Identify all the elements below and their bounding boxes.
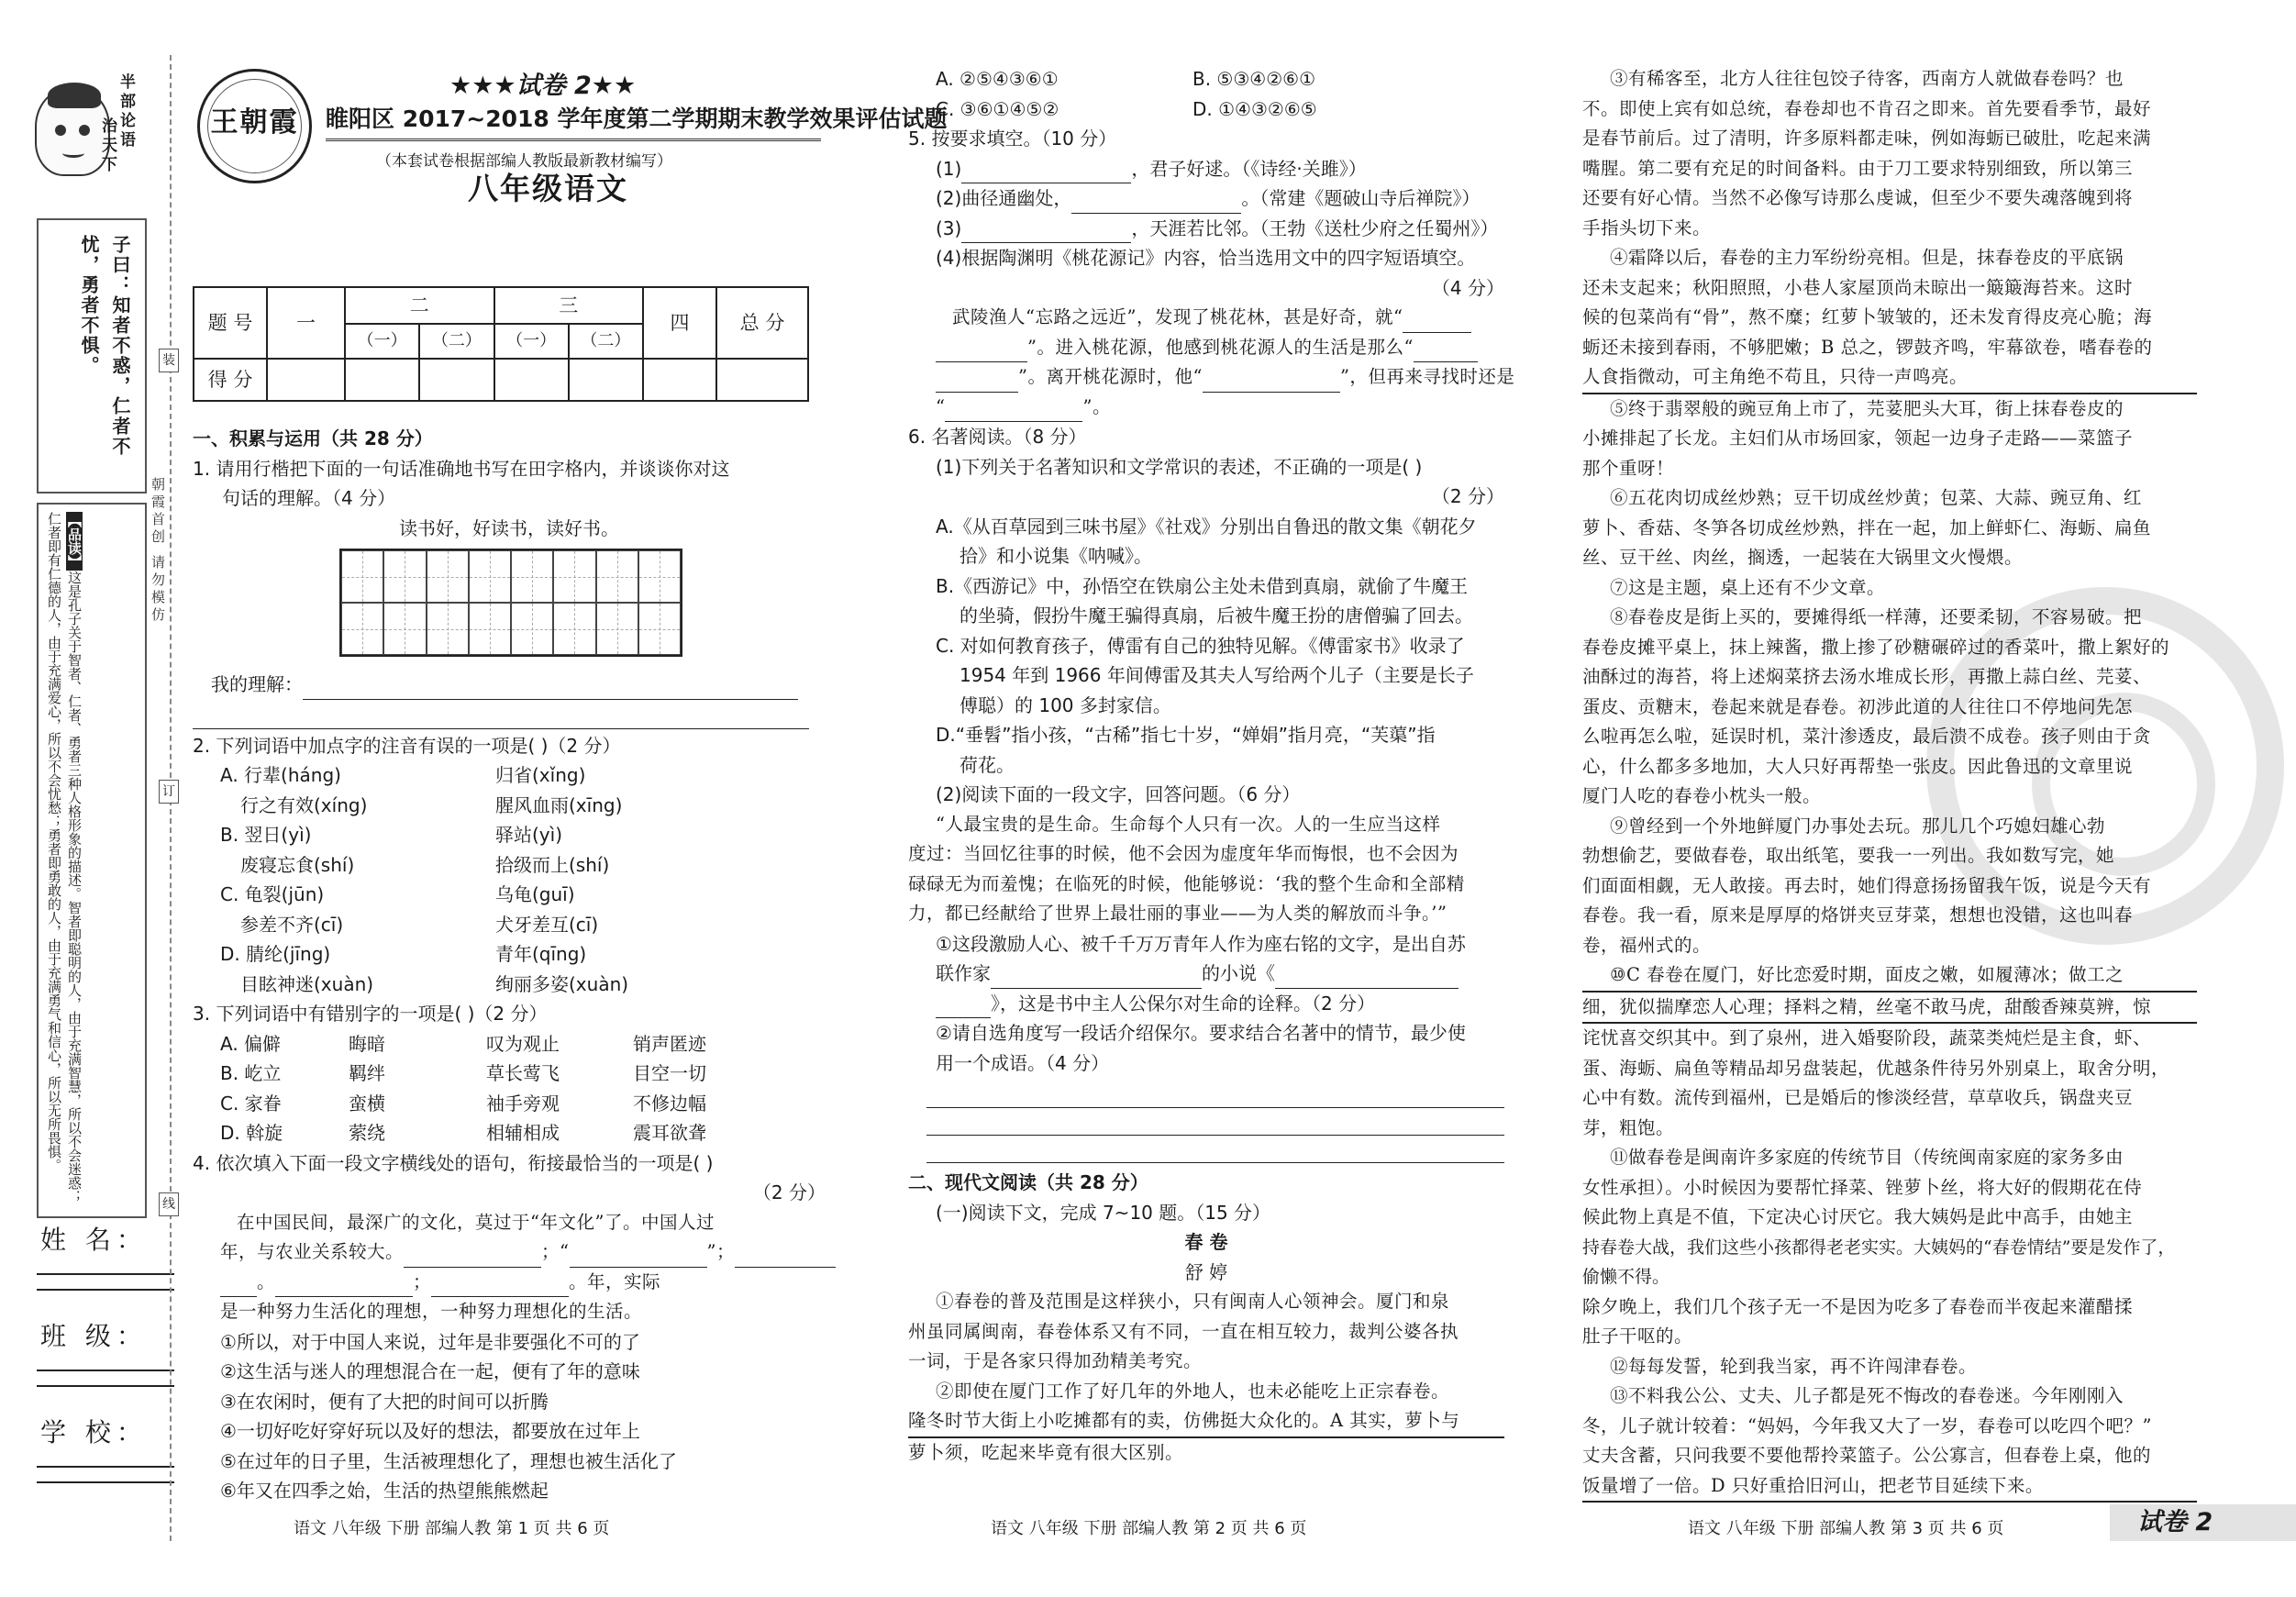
article-p6-l2: 萝卜、香菇、冬笋各切成丝炒熟，拌在一起，加上鲜虾仁、海蛎、扁鱼 [1582, 516, 2152, 538]
article-title: 春 卷 [1184, 1231, 1228, 1253]
q4-blank-6[interactable] [431, 1275, 569, 1297]
article-p3-l4: 嘴腥。第二要有充足的时间备料。由于刀工要求特别细致，所以第三 [1582, 157, 2134, 179]
q2-opt-b1: B. 翌日(yì) [220, 824, 312, 846]
article-p10-l1: ⑩C 春卷在厦门，好比恋爱时期，面皮之嫩，如履薄冰；做工之 [1582, 960, 2197, 993]
score-cell[interactable] [494, 359, 569, 401]
q2-opt-b3: 废寝忘食(shí) [240, 853, 355, 876]
subject-title: 八年级语文 [468, 171, 628, 206]
reading-1-stem: (一)阅读下文，完成 7~10 题。（15 分） [936, 1201, 1271, 1224]
q2-opt-a2: 归省(xǐng) [495, 764, 586, 786]
q5-4-stem: (4)根据陶渊明《桃花源记》内容，恰当选用文中的四字短语填空。 [936, 247, 1476, 269]
quote-box [37, 218, 147, 494]
article-p13-l4: 饭量增了一倍。D 只好重拾旧河山，把老节目延续下来。 [1582, 1471, 2197, 1503]
q3-c1: C. 家眷 [220, 1092, 282, 1115]
article-p5-l2: 小摊排起了长龙。主妇们从市场回家，领起一边身子走路——菜篮子 [1582, 427, 2134, 449]
q2-opt-c2: 乌龟(guī) [495, 883, 575, 905]
q3-a3: 叹为观止 [486, 1032, 560, 1055]
q6-1-b2: 的坐骑，假扮牛魔王骗得真扇，后被牛魔王扮的唐僧骗了回去。 [959, 604, 1473, 627]
q3-options [193, 1029, 826, 1148]
score-col-1: 一 [267, 287, 345, 359]
score-cell[interactable] [569, 359, 643, 401]
q2-options [193, 760, 826, 999]
q4-blank-1[interactable] [404, 1246, 541, 1268]
article-p12: ⑫每每发誓，轮到我当家，再不许闯津春卷。 [1610, 1355, 1978, 1377]
exam-header [193, 64, 948, 275]
q4-opt-c: C. ③⑥①④⑤② [936, 97, 1059, 120]
article-author: 舒 婷 [1184, 1260, 1228, 1283]
q6-1-c3: 傅聪）的 100 多封家信。 [959, 693, 1171, 716]
q6-1-c2: 1954 年到 1966 年间傅雷及其夫人写给两个儿子（主要是长子 [959, 664, 1474, 686]
article-p6-l1: ⑥五花肉切成丝炒熟；豆干切成丝炒黄；包菜、大蒜、豌豆角、红 [1610, 487, 2143, 508]
article-p3-l1: ③有稀客至，北方人往往包饺子待客，西南方人就做春卷吗？也 [1610, 68, 2124, 89]
q5-4-score: （4 分） [1431, 276, 1504, 299]
q4-blank-3[interactable] [735, 1246, 836, 1268]
q3-stem: 3. 下列词语中有错别字的一项是( )（2 分） [193, 1003, 548, 1025]
article-p8-l4: 蛋皮、贡糖末，卷起来就是春卷。初涉此道的人往往口不停地问先怎 [1582, 695, 2134, 717]
footer-page-2: 语文 八年级 下册 部编人教 第 2 页 共 6 页 [991, 1519, 1307, 1538]
article-p3-l3: 是春节前后。过了清明，许多原料都走味，例如海蛎已破肚，吃起来满 [1582, 128, 2152, 149]
q1-line1: 1. 请用行楷把下面的一句话准确地书写在田字格内，并谈谈你对这 [193, 457, 730, 480]
article-p11-l2: 女性承担）。小时候因为要帮忙择菜、锉萝卜丝，将大好的假期花在侍 [1582, 1176, 2143, 1198]
class-field[interactable] [37, 1307, 174, 1371]
article-p6-l3: 丝、豆干丝、肉丝，搁透，一起装在大锅里文火慢煨。 [1582, 547, 2024, 568]
q3-d1: D. 斡旋 [220, 1122, 283, 1144]
score-cell[interactable] [267, 359, 345, 401]
q6-1-a2: 拾》和小说集《呐喊》。 [959, 545, 1152, 567]
q2-opt-b2: 驿站(yì) [495, 824, 562, 846]
q4-passage-2: 年，与农业关系较大。 [220, 1241, 405, 1262]
article-p4-l2: 还未支起来；秋阳照照，小巷人家屋顶尚未晾出一簸簸海苔来。这时 [1582, 276, 2134, 298]
article-p2-l2: 隆冬时节大街上小吃摊都有的卖，仿佛挺大众化的。A 其实，萝卜与 [908, 1406, 1504, 1438]
q5-4-blank-2[interactable] [1414, 340, 1478, 362]
q5-3-label: (3) [936, 216, 962, 239]
q6-2-part2: ②请自选角度写一段话介绍保尔。要求结合名著中的情节，最少使 [936, 1022, 1466, 1044]
q2-opt-c3: 参差不齐(cī) [240, 913, 344, 936]
school-field[interactable] [37, 1403, 174, 1468]
article-p4-l3: 候的包菜尚有“骨”，熬不糜；红萝卜皱皱的，还未发育得皮亮心脆；海 [1582, 306, 2152, 327]
q5-1-label: (1) [936, 157, 962, 180]
score-cell[interactable] [643, 359, 716, 401]
q6-1-b1: B.《西游记》中，孙悟空在铁扇公主处未借到真扇，就偷了牛魔王 [936, 574, 1469, 597]
binding-mark-ding: 订 [159, 780, 179, 804]
q1-line2: 句话的理解。（4 分） [222, 487, 396, 509]
article-p8-l7: 厦门人吃的春卷小枕头一般。 [1582, 785, 1822, 806]
exam-note: （本套试卷根据部编人教版最新教材编写） [376, 152, 672, 171]
q6-1-d1: D.“垂髫”指小孩，“古稀”指七十岁，“婵娟”指月亮，“芙蕖”指 [936, 724, 1436, 746]
binding-mark-xian: 线 [159, 1192, 179, 1216]
q3-b4: 目空一切 [633, 1062, 706, 1084]
page-column-3 [1582, 64, 2197, 1503]
q4-answer-options [908, 64, 1504, 124]
article-p10-l3: 诧忧喜交织其中。到了泉州，进入婚娶阶段，蔬菜类炖烂是主食，虾、 [1582, 1027, 2152, 1048]
q4-stem: 4. 依次填入下面一段文字横线处的语句，衔接最恰当的一项是( ) [193, 1151, 714, 1174]
article-p1-l1: ①春卷的普及范围是这样狭小，只有闽南人心领神会。厦门和泉 [936, 1291, 1450, 1312]
q2-opt-d3: 目眩神迷(xuàn) [240, 972, 374, 995]
exam-tag: 试卷 2 [2110, 1504, 2296, 1541]
score-sub-3a: （一） [494, 324, 569, 359]
q6-2-quote-1: “人最宝贵的是生命。生命每个人只有一次。人的一生应当这样 [936, 813, 1441, 835]
score-row-label: 得 分 [194, 359, 267, 401]
q4-item-6: ⑥年又在四季之始，生活的热望熊熊燃起 [220, 1480, 549, 1502]
q5-2-source: 。（常建《题破山寺后禅院》） [1241, 187, 1481, 209]
article-p10-l4: 蛋、海蛎、扁鱼等精品却另盘装起，优越条件待另外别桌上，取舍分明， [1582, 1057, 2170, 1079]
article-p2-l1: ②即使在厦门工作了好几年的外地人，也未必能吃上正宗春卷。 [936, 1380, 1450, 1402]
footer-page-1: 语文 八年级 下册 部编人教 第 1 页 共 6 页 [294, 1519, 610, 1538]
score-col-2: 二 [345, 287, 494, 324]
score-col-total: 总 分 [716, 287, 808, 359]
q4-passage-3: 。年，实际 [569, 1270, 661, 1292]
q6-2-author-blank[interactable] [991, 967, 1202, 989]
q6-2-part1: ①这段激励人心、被千千万万青年人作为座右铭的文字，是出自苏 [936, 932, 1466, 955]
comment-text [44, 512, 84, 1209]
article-p8-l3: 油酥过的海苔，将上述焖菜挤去汤水堆成长形，再撒上蒜白丝、芫荽、 [1582, 666, 2152, 687]
q5-1-text: ，君子好逑。（《诗经·关雎》） [1131, 157, 1367, 180]
q4-blank-4[interactable] [220, 1275, 257, 1297]
q5-4-blank-1b[interactable] [936, 340, 1027, 362]
score-sub-2a: （一） [345, 324, 419, 359]
article-p13-l1: ⑬不料我公公、丈夫、儿子都是死不悔改的春卷迷。今年刚刚入 [1610, 1385, 2124, 1406]
score-cell[interactable] [419, 359, 494, 401]
q6-2-novel-label: 的小说《 [1202, 962, 1275, 984]
q4-passage-4: 是一种努力生活化的理想，一种努力理想化的生活。 [220, 1301, 643, 1322]
q6-2-author-label: 联作家 [936, 962, 991, 984]
q5-3-blank[interactable] [961, 221, 1131, 243]
q6-2-answer-line-2[interactable] [926, 1114, 1504, 1136]
q3-c3: 袖手旁观 [486, 1092, 560, 1115]
q2-opt-a3: 行之有效(xíng) [240, 793, 368, 816]
q5-3-text: ，天涯若比邻。（王勃《送杜少府之任蜀州》） [1131, 216, 1499, 239]
q2-opt-c4: 犬牙差互(cī) [495, 913, 599, 936]
school-line [37, 1481, 174, 1483]
article-p2-l3: 萝卜须，吃起来毕竟有很大区别。 [908, 1441, 1184, 1463]
article-p10-l5: 心中有数。流传到福州，已是婚后的惨淡经营，草草收兵，锅盘夹豆 [1582, 1087, 2134, 1108]
article-p8-l1: ⑧春卷皮是街上买的，要摊得纸一样薄，还要柔韧，不容易破。把 [1610, 606, 2143, 627]
q2-opt-a4: 腥风血雨(xīng) [495, 793, 623, 816]
article-p4-l4: 蛎还未接到春雨，不够肥嫩；B 总之，锣鼓齐鸣，牢幕欲卷，嗜春卷的 [1582, 336, 2153, 358]
q3-b1: B. 屹立 [220, 1062, 282, 1084]
score-cell[interactable] [716, 359, 808, 401]
q1-understanding-label: 我的理解： [211, 673, 303, 695]
article-p11-l6: 肚子干呕的。 [1582, 1325, 1693, 1347]
q4-item-2: ②这生活与迷人的理想混合在一起，便有了年的意味 [220, 1360, 640, 1382]
exam-title: 睢阳区 2017~2018 学年度第二学期期末教学效果评估试题 [326, 105, 821, 141]
q6-1-a1: A.《从百草园到三味书屋》《社戏》分别出自鲁迅的散文集《朝花夕 [936, 515, 1477, 538]
q4-score: （2 分） [752, 1181, 826, 1203]
binding-mark-zhuang: 装 [159, 349, 179, 372]
article-p8-l5: 么啦再怎么啦，延误时机，菜汁渗透皮，最后溃不成卷。孩子则由于贪 [1582, 726, 2152, 747]
article-p9-l4: 春卷。我一看，原来是厚厚的烙饼夹豆芽菜，想想也没错，这也叫春 [1582, 904, 2134, 926]
school-label: 学 校： [40, 1417, 148, 1447]
motto-a: 半部论语 [116, 73, 135, 150]
quote-line1: 子曰：知者不惑，仁者不 [109, 235, 131, 457]
q3-a2: 晦暗 [349, 1032, 385, 1055]
q6-2-stem: (2)阅读下面的一段文字，回答问题。（6 分） [936, 783, 1301, 805]
class-line [37, 1385, 174, 1387]
q3-d2: 萦绕 [349, 1122, 385, 1144]
q5-4-blank-4[interactable] [945, 400, 1082, 422]
q4-item-5: ⑤在过年的日子里，生活被理想化了，理想也被生活化了 [220, 1449, 677, 1472]
article-p8-l6: 心，什么都多多地加，大人只好再帮垫一张皮。因此鲁迅的文章里说 [1582, 755, 2134, 777]
tianzige-grid[interactable] [339, 549, 682, 657]
q2-opt-b4: 拾级而上(shí) [495, 853, 610, 876]
q5-4-blank-3[interactable] [1203, 371, 1340, 393]
q1-sentence: 读书好，好读书，读好书。 [399, 516, 619, 539]
q5-2-blank[interactable] [1071, 192, 1241, 214]
q3-d4: 震耳欲聋 [633, 1122, 706, 1144]
q5-4-quote-close: ”。 [1082, 395, 1111, 417]
article-p1-l3: 一词，于是各家只得加劲精美考究。 [908, 1350, 1203, 1371]
exam-juan-title: ★★★试卷 2★★ [449, 72, 637, 100]
name-label: 姓 名： [40, 1225, 148, 1255]
q4-item-4: ④一切好吃好穿好玩以及好的想法，都要放在过年上 [220, 1420, 640, 1442]
q3-b2: 羁绊 [349, 1062, 385, 1084]
q5-stem: 5. 按要求填空。（10 分） [908, 128, 1117, 150]
article-p4-l5: 人食指微动，可主角绝不苟且，只待一声鸣亮。 [1582, 362, 2197, 394]
q3-d3: 相辅相成 [486, 1122, 560, 1144]
article-p9-l1: ⑨曾经到一个外地鲜厦门办事处去玩。那儿几个巧媳妇雄心勃 [1610, 815, 2106, 837]
q5-4-passage-4: ”，但再来寻找时还是 [1339, 366, 1515, 387]
score-table [193, 286, 809, 402]
q2-opt-d1: D. 腈纶(jīng) [220, 943, 331, 965]
quote-line2: 忧，勇者不惧。 [78, 235, 100, 376]
q4-opt-b: B. ⑤③④②⑥① [1192, 68, 1316, 90]
q5-2-text: (2)曲径通幽处， [936, 187, 1072, 209]
article-p3-l2: 不。即使上宾有如总统，春卷却也不肯召之即来。首先要看季节，最好 [1582, 97, 2152, 119]
score-col-3: 三 [494, 287, 644, 324]
article-p5-l3: 那个重呀！ [1582, 457, 1675, 479]
class-label: 班 级： [40, 1321, 148, 1351]
q5-1-blank[interactable] [961, 161, 1131, 183]
q3-a1: A. 偏僻 [220, 1032, 282, 1055]
q4-blank-2[interactable] [570, 1246, 707, 1268]
article-p13-l2: 冬，儿子就计较着：“妈妈，今年我又大了一岁，春卷可以吃四个吧？” [1582, 1414, 2152, 1436]
q6-2-quote-2: 度过：当回忆往事的时候，他不会因为虚度年华而悔恨，也不会因为 [908, 843, 1459, 864]
q2-opt-c1: C. 龟裂(jūn) [220, 883, 325, 905]
section-1-title: 一、积累与运用（共 28 分） [193, 427, 433, 449]
page-column-2 [908, 64, 1515, 1468]
comment-body: 这是孔子关于智者、仁者、勇者三种人格形象的描述。智者即聪明的人，由于充满智慧，所以不会迷惑；仁者即有仁德的人，由于充满爱心，所以不会忧愁；勇者即勇敢的人，由于充满勇气和信心，所以无所畏惧。 [46, 512, 83, 1203]
name-line [37, 1289, 174, 1291]
name-field[interactable] [37, 1211, 174, 1275]
q3-b3: 草长莺飞 [486, 1062, 560, 1084]
q2-opt-a1: A. 行辈(háng) [220, 764, 341, 786]
brand-name: 王朝霞 [210, 106, 299, 139]
article-p10-l2: 细，犹似揣摩恋人心理；择料之精，丝毫不敢马虎，甜酸香辣莫辨，惊 [1582, 993, 2197, 1025]
q2-stem: 2. 下列词语中加点字的注音有误的一项是( )（2 分） [193, 734, 621, 757]
article-p9-l3: 们面面相觑，无人敢接。再去时，她们得意扬扬留我午饭，说是今天有 [1582, 874, 2152, 896]
brand-badge [197, 69, 312, 183]
q2-opt-d2: 青年(qīng) [495, 943, 587, 965]
q6-1-score: （2 分） [1431, 485, 1504, 507]
q6-2-novel-blank[interactable] [1275, 967, 1459, 989]
q5-4-blank-2b[interactable] [936, 371, 1018, 393]
q3-c2: 蛮横 [349, 1092, 385, 1115]
article-p1-l2: 州虽同属闽南，春卷体系又有不同，一直在相互较力，裁判公婆各执 [908, 1320, 1459, 1342]
q5-4-quote-open: “ [936, 395, 946, 417]
score-header-label: 题 号 [194, 287, 267, 359]
q1-answer-line[interactable] [303, 678, 798, 700]
article-p9-l2: 勃想偷艺，要做春卷，取出纸笔，要我一一列出。我如数写完，她 [1582, 845, 2115, 866]
q5-4-passage-1: 武陵渔人“忘路之远近”，发现了桃花林，甚是好奇，就“ [952, 306, 1403, 327]
q4-passage-1: 在中国民间，最深广的文化，莫过于“年文化”了。中国人过 [237, 1211, 715, 1233]
q5-4-blank-1[interactable] [1403, 311, 1471, 333]
page-column-1: 王朝霞 ★★★试卷 2★★ 睢阳区 2017~2018 学年度第二学期期末教学效果评估试题 （本套试卷根据部编人教版最新教材编写） 八年级语文 题 号 一 二 三 四 总 分 （一） （二） （一） （二） 得 分 一、积累与运用（共 28 分） 1. 请用行楷把下面的一句话准确地书写在田字格内，并谈谈你对这 句话的理解。（4 分） 读书好，好读书，读好书。 我的理解： 2. 下列词语中加点字的注音有误的一项是( )（2 分） A. 行辈(háng) 归省(xǐng) 行之有效(xíng) 腥风血雨(xīng) B. 翌日(yì) 驿站(yì) 废寝忘食(shí) 拾级而上(shí) C. 龟裂(jūn) 乌龟(guī) 参差不齐(cī) 犬牙差互(cī) D. 腈纶(jīng) 青年(qīng) 目眩神迷(xuàn) 绚丽多姿(xuàn) 3. 下列词语中有错别字的一项是( )（2 分） A. 偏僻 晦暗 叹为观止 销声匿迹 B. 屹立 羁绊 草长莺飞 目空一切 C. 家眷 蛮横 袖手旁观 不修边幅 D. 斡旋 萦绕 相辅相成 震耳欲聋 4. 依次填入下面一段文字横线处的语句，衔接最恰当的一项是( ) （2 分） 在中国民间，最深广的文化，莫过于“年文化”了。中国人过 年，与农业关系较大。 ；“ ”； 。 ； 。年，实际 是一种努力生活化的理想，一种努力理想化的生活。 ①所以，对于中国人来说，过年是非要强化不可的了 ②这生活与迷人的理想混合在一起，便有了年的意味 ③在农闲时，便有了大把的时间可以折腾 ④一切好吃好穿好玩以及好的想法，都要放在过年上 ⑤在过年的日子里，生活被理想化了，理想也被生活化了 ⑥年又在四季之始，生活的热望熊熊燃起 [193, 64, 826, 275]
q6-1-stem: (1)下列关于名著知识和文学常识的表述，不正确的一项是( ) [936, 455, 1423, 478]
article-p11-l5: 除夕晚上，我们几个孩子无一不是因为吃多了春卷而半夜起来灌醋揉 [1582, 1295, 2134, 1317]
motto-b: 治天下 [98, 117, 116, 175]
article-p8-l2: 春卷皮摊平桌上，抹上辣酱，撒上掺了砂糖碾碎过的香菜叶，撒上絮好的 [1582, 636, 2170, 658]
comment-label: 【品读】 [66, 514, 83, 569]
q4-item-1: ①所以，对于中国人来说，过年是非要强化不可的了 [220, 1330, 640, 1353]
q6-1-d2: 荷花。 [959, 753, 1015, 776]
article-p13-l3: 丈夫含蓄，只问我要不要他帮拎菜篮子。公公寡言，但春卷上桌，他的 [1582, 1445, 2152, 1466]
article-p7: ⑦这是主题，桌上还有不少文章。 [1610, 576, 1886, 598]
q5-4-passage-3: ”。离开桃花源时，他“ [1018, 366, 1203, 387]
q4-opt-d: D. ①④③②⑥⑤ [1192, 97, 1317, 120]
confucius-logo [26, 72, 163, 209]
q6-2-novel-blank-2[interactable] [936, 996, 991, 1018]
q4-item-3: ③在农闲时，便有了大把的时间可以折腾 [220, 1390, 549, 1413]
q6-2-quote-4: 力，都已经献给了世界上最壮丽的事业——为人类的解放而斗争。’” [908, 903, 1447, 924]
score-cell[interactable] [345, 359, 419, 401]
score-sub-3b: （二） [569, 324, 643, 359]
footer-page-3: 语文 八年级 下册 部编人教 第 3 页 共 6 页 [1688, 1519, 2004, 1538]
q6-2-part1-end: 》，这是书中主人公保尔对生命的诠释。（2 分） [991, 992, 1376, 1015]
article-p11-l3: 候此物上真是不值，下定决心讨厌它。我大姨妈是此中高手，由她主 [1582, 1206, 2134, 1227]
q6-2-answer-line-3[interactable] [926, 1141, 1504, 1163]
q6-stem: 6. 名著阅读。（8 分） [908, 426, 1087, 448]
article-p3-l6: 手指头切下来。 [1582, 216, 1712, 238]
q1-answer-line-2[interactable] [193, 707, 809, 729]
q3-c4: 不修边幅 [633, 1092, 706, 1115]
article-p11-l4: 持春卷大战，我们这些小孩都得老老实实。大姨妈的“春卷情结”要是发作了，偷懒不得。 [1582, 1237, 2176, 1287]
score-sub-2b: （二） [419, 324, 494, 359]
q3-a4: 销声匿迹 [633, 1032, 706, 1055]
q5-4-passage-2: ”。进入桃花源，他感到桃花源人的生活是那么“ [1027, 336, 1414, 358]
left-sidebar [18, 64, 161, 1550]
article-p5-l1: ⑤终于翡翠般的豌豆角上市了，芫荽肥头大耳，街上抹春卷皮的 [1610, 397, 2124, 419]
q4-opt-a: A. ②⑤④③⑥① [936, 68, 1059, 90]
q6-2-answer-line-1[interactable] [926, 1086, 1504, 1108]
comment-box [37, 503, 147, 1218]
section-2-title: 二、现代文阅读（共 28 分） [908, 1171, 1148, 1193]
article-p10-l6: 芽，粗饱。 [1582, 1116, 1675, 1138]
article-p11-l1: ⑪做春卷是闽南许多家庭的传统节目（传统闽南家庭的家务多由 [1610, 1147, 2124, 1168]
q6-2-part2b: 用一个成语。（4 分） [936, 1051, 1110, 1074]
article-p4-l1: ④霜降以后，春卷的主力军纷纷亮相。但是，抹春卷皮的平底锅 [1610, 247, 2124, 268]
q4-blank-5[interactable] [275, 1275, 413, 1297]
score-col-4: 四 [643, 287, 716, 359]
article-p3-l5: 还要有好心情。当然不必像写诗那么虔诚，但至少不要失魂落魄到将 [1582, 187, 2134, 208]
q6-2-quote-3: 碌碌无为而羞愧；在临死的时候，他能够说：‘我的整个生命和全部精 [908, 872, 1465, 894]
q6-1-c1: C. 对如何教育孩子，傅雷有自己的独特见解。《傅雷家书》收录了 [936, 634, 1465, 657]
binding-text: 朝霞首创 请勿模仿 [150, 477, 166, 625]
q2-opt-d4: 绚丽多姿(xuàn) [495, 972, 629, 995]
article-p9-l5: 卷，福州式的。 [1582, 934, 1712, 956]
